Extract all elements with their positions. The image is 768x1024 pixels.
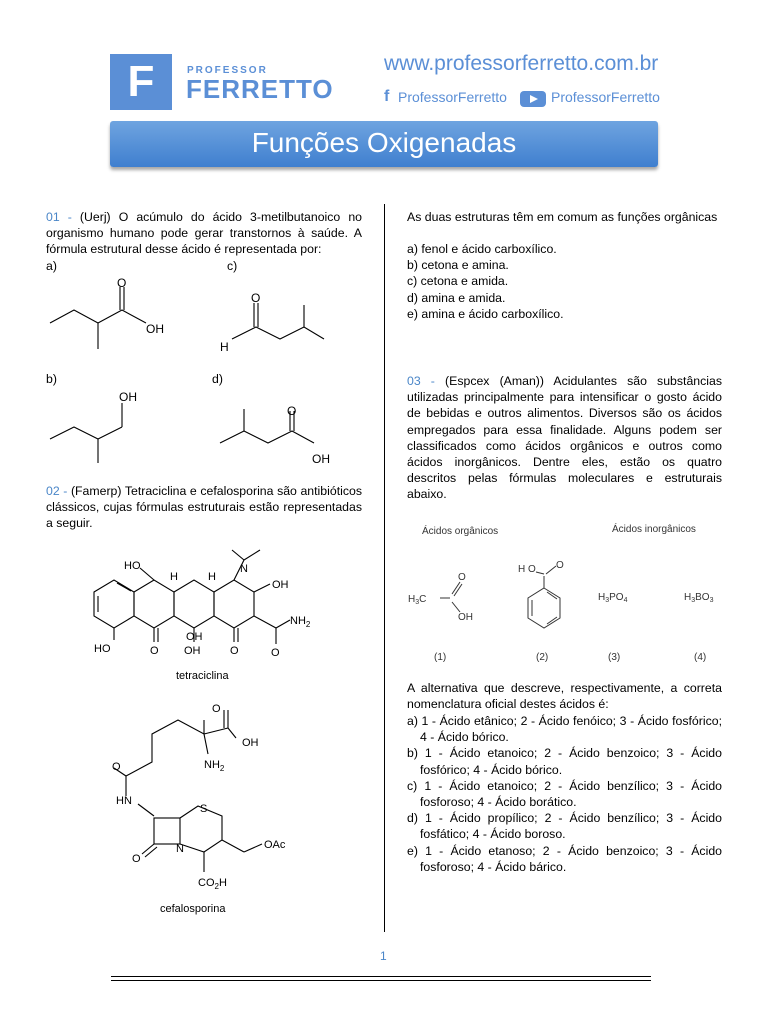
side-chain: [126, 720, 204, 776]
facebook-icon: f: [384, 88, 390, 105]
question-2-sep: -: [59, 484, 71, 498]
tetracycline-label: tetraciclina: [176, 670, 229, 682]
atom-oh: OH: [272, 579, 289, 591]
logo-letter: F: [127, 57, 155, 106]
tetracycline-structure: [84, 544, 328, 684]
website-link[interactable]: www.professorferretto.com.br: [384, 52, 659, 75]
atom-h: H: [518, 564, 526, 575]
footer-rule: [111, 976, 651, 981]
structure-a: [46, 275, 176, 355]
compound-2-label: (2): [536, 652, 549, 663]
structure-c: [216, 285, 336, 355]
atom-oh: OH: [119, 390, 137, 404]
formula-3-h3po4: $H_3PO_4$: [598, 592, 628, 604]
compound-3-label: (3): [608, 652, 621, 663]
atom-o: O: [528, 564, 536, 575]
atom-ho: HO: [94, 643, 111, 655]
question-2-number: 02: [46, 484, 60, 498]
question-3-options: [407, 713, 722, 875]
atom-o: O: [271, 647, 280, 659]
q3-option-d[interactable]: d) 1 - Ácido propílico; 2 - Ácido benzílico; 3 - Ácido fosfático; 4 - Ácido boroso.: [407, 811, 722, 842]
option-b-label: b): [46, 372, 57, 386]
q3-option-a[interactable]: a) 1 - Ácido etânico; 2 - Ácido fenóico; 3 - Ácido fosfórico; 4 - Ácido bórico.: [407, 714, 722, 745]
question-3-prompt: A alternativa que descreve, respectivamente, a correta nomenclatura oficial destes ácidos é:: [407, 681, 722, 712]
atom-oh: OH: [186, 631, 203, 643]
atom-o: O: [287, 405, 297, 418]
facebook-link[interactable]: ProfessorFerretto: [398, 89, 507, 105]
atom-oh: OH: [242, 737, 259, 749]
question-1-number: 01: [46, 210, 60, 224]
q2-option-a[interactable]: a) fenol e ácido carboxílico.: [407, 242, 557, 256]
structure-b-chain: [50, 427, 122, 439]
ring-1: [94, 580, 134, 628]
formula-1-h3c: $H_3C$: [408, 594, 427, 606]
atom-s: S: [200, 803, 208, 815]
atom-o: O: [212, 703, 221, 715]
page-number: 1: [380, 949, 387, 963]
compound-4-label: (4): [694, 652, 707, 663]
atom-ho: HO: [124, 560, 141, 572]
page-title: Funções Oxigenadas: [251, 127, 517, 158]
atom-o: O: [132, 853, 141, 865]
question-3-number: 03: [407, 374, 421, 388]
atom-o: O: [458, 572, 466, 583]
atom-o: O: [150, 645, 159, 657]
ring-4: [214, 580, 254, 628]
question-3-statement: (Espcex (Aman)) Acidulantes são substâncias utilizadas principalmente para intensificar o gosto ácido de bebidas e outros alimentos. Diversos são os ácidos empregados para essa finalidade. Alguns podem ser classificados como ácidos orgânicos e outros como ácidos inorgânicos. Dentre eles, estão os quatro descritos pelas fórmulas moleculares e estruturais abaixo.: [407, 374, 722, 502]
title-banner: [110, 121, 658, 167]
option-a-label: a): [46, 259, 57, 273]
atom-o: O: [230, 645, 239, 657]
cephalosporin-label: cefalosporina: [160, 903, 226, 915]
q3-option-c[interactable]: c) 1 - Ácido etanoico; 2 - Ácido benzílico; 3 - Ácido fosforoso; 4 - Ácido borático.: [407, 778, 722, 810]
atom-o: O: [556, 560, 564, 571]
beta-lactam-ring: [154, 818, 180, 844]
youtube-icon: [520, 91, 546, 107]
logo-mark: [110, 54, 172, 110]
atom-hn: HN: [116, 795, 132, 807]
structure-b: [46, 385, 166, 465]
ring-3: [174, 580, 214, 628]
question-1-text: [46, 209, 362, 258]
option-c-label: c): [227, 259, 238, 273]
question-3-text: [407, 373, 722, 503]
atom-o: O: [117, 276, 127, 290]
atom-h: H: [208, 571, 216, 583]
cephalosporin-structure: [112, 700, 318, 922]
atom-oac: OAc: [264, 839, 286, 851]
question-2-text: [46, 483, 362, 532]
option-d-label: d): [212, 372, 223, 386]
atom-co2h: $CO_2H$: [198, 877, 227, 891]
inorganic-acids-heading: Ácidos inorgânicos: [612, 524, 696, 535]
atom-nh2: $NH_2$: [204, 759, 225, 773]
atom-h: H: [220, 340, 229, 354]
structure-d: [216, 405, 336, 467]
structure-a-chain: [50, 310, 146, 323]
q3-option-e[interactable]: e) 1 - Ácido etanoso; 2 - Ácido benzoico; 3 - Ácido fosforoso; 4 - Ácido bárico.: [407, 843, 722, 874]
q2-option-d[interactable]: d) amina e amida.: [407, 290, 506, 305]
benzene-ring: [528, 588, 560, 628]
atom-n: N: [240, 563, 248, 575]
column-divider: [384, 204, 385, 932]
brand-subtitle: PROFESSOR: [187, 65, 268, 76]
compound-1-label: (1): [434, 652, 447, 663]
atom-n: N: [176, 843, 184, 855]
youtube-link[interactable]: ProfessorFerretto: [551, 89, 660, 105]
structure-c-chain: [232, 327, 324, 339]
question-2-stem: As duas estruturas têm em comum as funções orgânicas: [407, 210, 718, 224]
ring-2: [134, 580, 174, 628]
brand-title: FERRETTO: [186, 74, 334, 104]
atom-o: O: [112, 761, 121, 773]
atom-o: O: [251, 291, 261, 305]
atom-oh: OH: [146, 322, 164, 336]
atom-oh: OH: [458, 612, 473, 623]
organic-acids-heading: Ácidos orgânicos: [422, 526, 499, 537]
question-2-statement: (Famerp) Tetraciclina e cefalosporina são antibióticos clássicos, cujas fórmulas estruturais estão representadas a seguir.: [46, 484, 362, 531]
question-1-statement: (Uerj) O acúmulo do ácido 3-metilbutanoico no organismo humano pode gerar transtornos à saúde. A fórmula estrutural desse ácido é representada por:: [46, 210, 362, 257]
atom-oh: OH: [184, 645, 201, 657]
question-3-sep: -: [420, 374, 446, 388]
atom-nh2: $NH_2$: [290, 615, 311, 629]
formula-4-h3bo3: $H_3BO_3$: [684, 592, 714, 604]
q2-option-b[interactable]: b) cetona e amina.: [407, 258, 509, 273]
structure-d-chain: [220, 431, 314, 443]
q2-option-c[interactable]: c) cetona e amida.: [407, 274, 509, 289]
atom-h: H: [170, 571, 178, 583]
atom-oh: OH: [312, 452, 330, 466]
question-2-continuation: [407, 209, 722, 225]
acids-figure: [404, 516, 728, 666]
question-2-options: [407, 241, 722, 322]
q3-option-b[interactable]: b) 1 - Ácido etanoico; 2 - Ácido benzoico; 3 - Ácido fosfórico; 4 - Ácido bórico.: [407, 746, 722, 777]
q2-option-e[interactable]: e) amina e ácido carboxílico.: [407, 306, 564, 321]
question-1-sep: -: [59, 210, 80, 224]
